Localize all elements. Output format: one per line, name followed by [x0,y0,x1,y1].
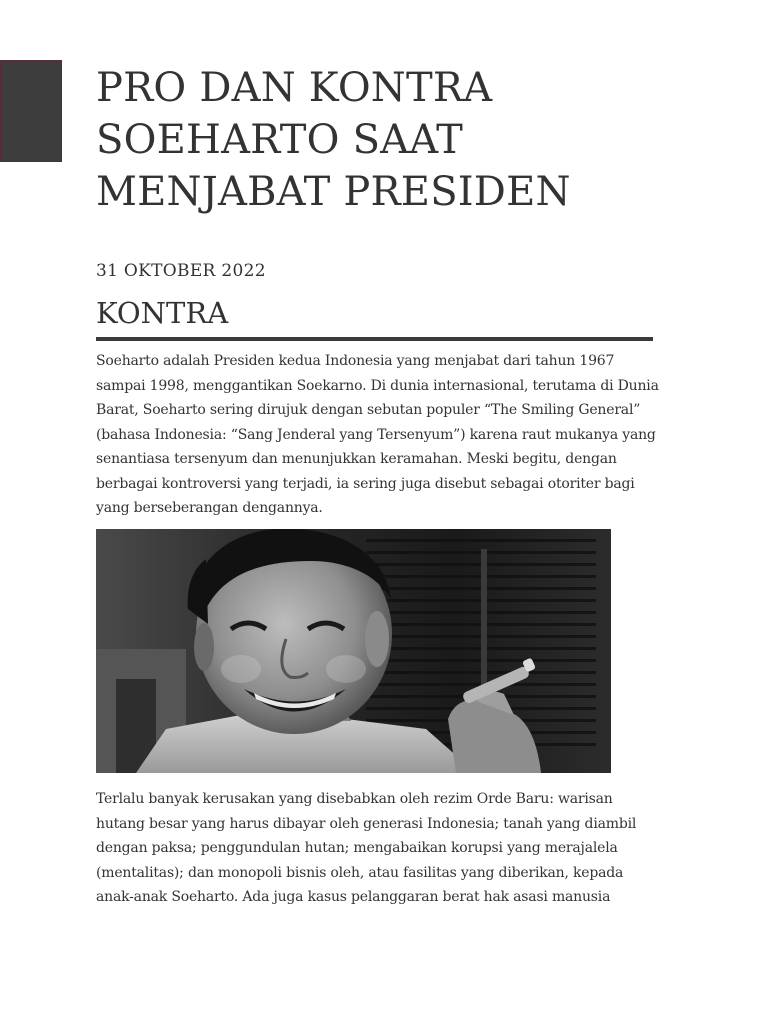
section-heading: KONTRA [96,296,229,330]
article-paragraph-1: Soeharto adalah Presiden kedua Indonesia yang menjabat dari tahun 1967 sampai 1998, menggantikan Soekarno. Di dunia internasional, terutama di Dunia Barat, Soeharto sering dirujuk dengan sebutan populer “The Smiling General” (bahasa Indonesia: “Sang Jenderal yang Tersenyum”) karena raut mukanya yang senantiasa tersenyum dan menunjukkan keramahan. Meski begitu, dengan berbagai kontroversi yang terjadi, ia sering juga disebut sebagai otoriter bagi yang berseberangan dengannya. [96,353,659,516]
article-title: PRO DAN KONTRA SOEHARTO SAAT MENJABAT PRESIDEN [96,65,571,215]
section-divider [96,337,653,341]
article-date: 31 OKTOBER 2022 [96,261,266,281]
article-paragraph-2: Terlalu banyak kerusakan yang disebabkan oleh rezim Orde Baru: warisan hutang besar yang harus dibayar oleh generasi Indonesia; tanah yang diambil dengan paksa; penggundulan hutan; mengabaikan korupsi yang merajalela (mentalitas); dan monopoli bisnis oleh, atau fasilitas yang diberikan, kepada anak-anak Soeharto. Ada juga kasus pelanggaran berat hak asasi manusia [96,791,637,905]
title-accent-block [0,60,62,162]
portrait-photo [96,529,611,773]
